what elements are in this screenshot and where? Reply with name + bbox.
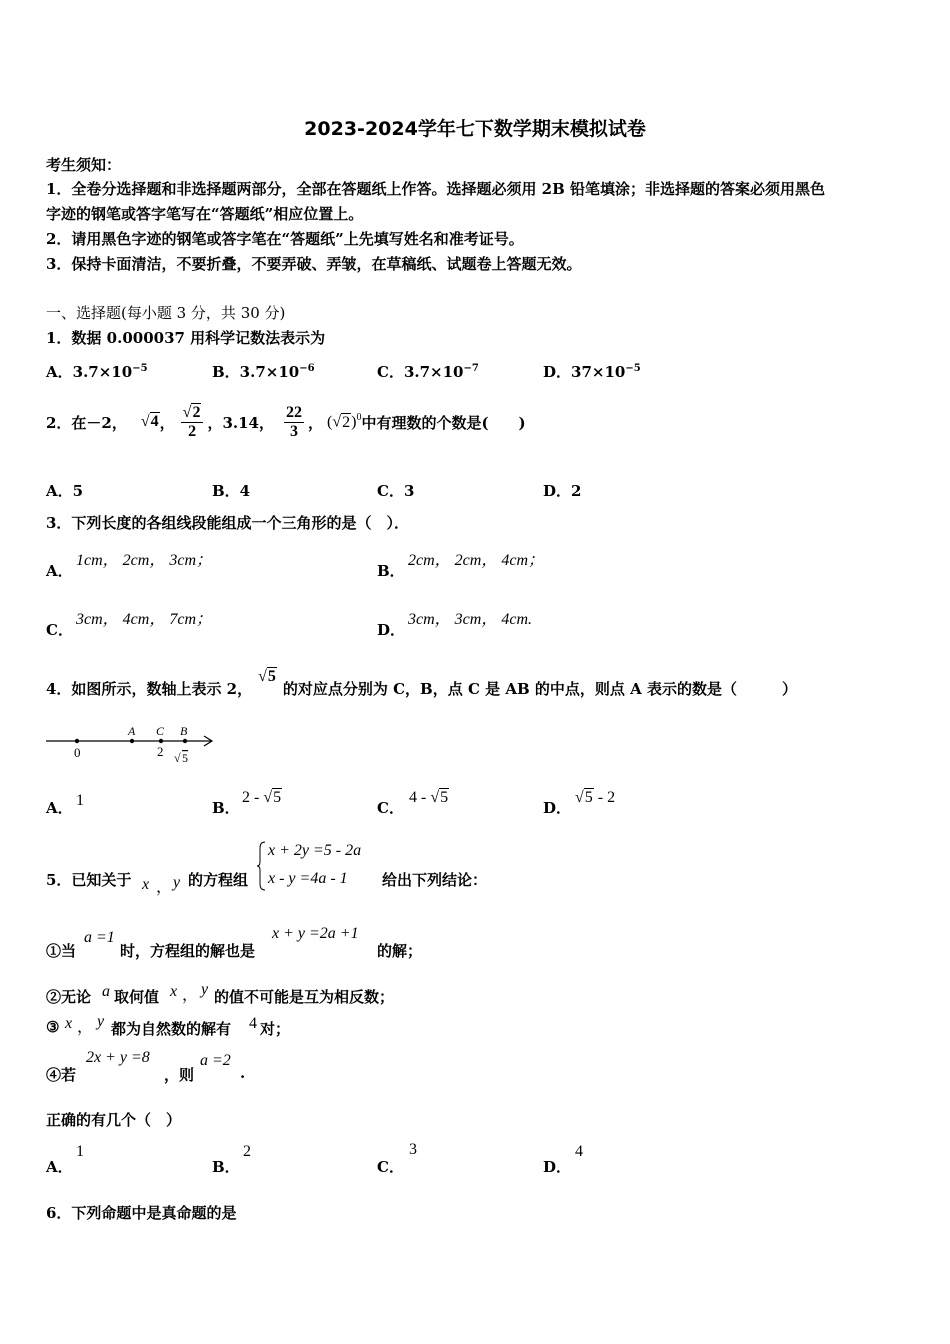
- statement-4-eq: 2x + y =8: [86, 1049, 150, 1066]
- notice-line-1b: 字迹的钢笔或答字笔写在“答题纸”相应位置上。: [46, 205, 364, 223]
- q4-option-b: 2 - √5: [242, 789, 282, 806]
- q5-comma: ，: [156, 879, 173, 896]
- label-a: A: [128, 724, 136, 738]
- q1-option-a: A．$3.7\times 10^{-5}$: [46, 363, 148, 381]
- q3-option-d: 3cm， 3cm， 4cm.: [408, 611, 532, 628]
- q2-stem: 2．在－2， √4 ， $\frac{√2}{2}$ ，3.14， $\frac{22}{3}$ ， $(√2)^0$ 中有理数的个数是( ): [46, 403, 526, 440]
- notice-line-2: 2．请用黑色字迹的钢笔或答字笔在“答题纸”上先填写姓名和准考证号。: [46, 230, 524, 248]
- point-origin: [75, 739, 79, 743]
- statement-4-end: .: [240, 1064, 246, 1082]
- q4-option-c: 4 - √5: [409, 789, 449, 806]
- sqrt-5: √5: [258, 668, 276, 685]
- fraction-root2-over-2: $\frac{√2}{2}$: [181, 404, 204, 441]
- q5-stem-part3: 给出下列结论：: [382, 871, 488, 889]
- statement-2-a: a: [102, 983, 110, 1000]
- point-c: [159, 739, 163, 743]
- q5-stem-part1: 5．已知关于: [46, 871, 132, 889]
- statement-4-mid: ，则: [164, 1066, 195, 1084]
- q5-var-x: x: [142, 876, 150, 893]
- q1-option-d: D．$37\times 10^{-5}$: [543, 363, 641, 381]
- q4-option-d-label: D．: [543, 799, 572, 817]
- statement-3-count: 4: [249, 1015, 257, 1032]
- q2-option-a: A．5: [46, 482, 84, 500]
- q2-option-d: D．2: [543, 482, 582, 500]
- notice-line-3: 3．保持卡面清洁，不要折叠，不要弄破、弄皱，在草稿纸、试题卷上答题无效。: [46, 255, 582, 273]
- statement-2-comma: ，: [182, 987, 199, 1004]
- q5-option-d: 4: [575, 1143, 583, 1160]
- statement-4-lead: ④若: [46, 1066, 77, 1084]
- q3-option-c: 3cm， 4cm， 7cm；: [76, 611, 213, 628]
- q5-option-d-label: D．: [543, 1158, 572, 1176]
- statement-1-cond: a =1: [84, 929, 115, 946]
- statement-2-end: 的值不可能是互为相反数；: [214, 988, 395, 1006]
- statement-1-eq: x + y =2a +1: [272, 925, 359, 942]
- number-line-figure: [44, 724, 219, 770]
- notice-line-1a: 1．全卷分选择题和非选择题两部分，全部在答题纸上作答。选择题必须用 2B 铅笔填涂；非选择题的答案必须用黑色: [46, 180, 826, 198]
- q3-option-b: 2cm， 2cm， 4cm；: [408, 552, 545, 569]
- statement-3-x: x: [65, 1015, 73, 1032]
- q4-option-a-label: A．: [46, 799, 73, 817]
- q3-option-a-label: A．: [46, 562, 73, 580]
- statement-3-comma: ，: [77, 1019, 94, 1036]
- statement-1-end: 的解；: [377, 942, 423, 960]
- q3-option-a: 1cm， 2cm， 3cm；: [76, 552, 213, 569]
- q5-ask: 正确的有几个（ ）: [46, 1111, 182, 1129]
- q5-option-a: 1: [76, 1143, 84, 1160]
- q1-option-c: C．$3.7\times 10^{-7}$: [377, 363, 479, 381]
- label-root5: 5: [182, 751, 188, 765]
- statement-2-mid: 取何值: [114, 988, 160, 1006]
- q5-option-c: 3: [409, 1141, 417, 1158]
- statement-1-mid: 时，方程组的解也是: [120, 942, 256, 960]
- q2-option-b: B．4: [212, 482, 251, 500]
- q1-option-b: B．$3.7\times 10^{-6}$: [212, 363, 315, 381]
- q5-option-b-label: B．: [212, 1158, 240, 1176]
- q5-option-a-label: A．: [46, 1158, 73, 1176]
- q3-option-c-label: C．: [46, 621, 73, 639]
- q2-option-c: C．3: [377, 482, 415, 500]
- q4-option-d: √5 - 2: [575, 789, 616, 806]
- q5-stem-part2: 的方程组: [188, 871, 249, 889]
- statement-3-lead: ③: [46, 1018, 60, 1036]
- q4-option-b-label: B．: [212, 799, 240, 817]
- sqrt2-power-zero: $(√2)^0$: [327, 412, 362, 431]
- q5-option-b: 2: [243, 1143, 251, 1160]
- label-zero: 0: [74, 745, 81, 760]
- q4-stem: 4．如图所示，数轴上表示 2， √5 的对应点分别为 C，B，点 C 是 AB 的中点，则点 A 表示的数是（ ）: [46, 668, 797, 698]
- equation-brace: [257, 840, 267, 892]
- q3-option-d-label: D．: [377, 621, 406, 639]
- sqrt-4: √4: [140, 413, 159, 430]
- statement-2-lead: ②无论: [46, 988, 92, 1006]
- q5-option-c-label: C．: [377, 1158, 404, 1176]
- q4-option-c-label: C．: [377, 799, 404, 817]
- label-two: 2: [157, 744, 164, 759]
- q6-stem: 6．下列命题中是真命题的是: [46, 1204, 237, 1222]
- fraction-22-over-3: $\frac{22}{3}$: [286, 403, 302, 440]
- q5-var-y: y: [173, 874, 181, 891]
- section-heading: 一、选择题(每小题 3 分，共 30 分): [46, 304, 286, 322]
- notice-heading: 考生须知：: [46, 156, 122, 174]
- statement-1-lead: ①当: [46, 942, 77, 960]
- statement-3-mid: 都为自然数的解有: [111, 1020, 232, 1038]
- label-root5-sign: √: [174, 751, 181, 765]
- statement-2-y: y: [201, 981, 209, 998]
- label-c: C: [156, 724, 165, 738]
- q3-option-b-label: B．: [377, 562, 405, 580]
- statement-3-y: y: [97, 1013, 105, 1030]
- statement-4-result: a =2: [200, 1052, 231, 1069]
- page-title: 2023-2024学年七下数学期末模拟试卷: [304, 118, 646, 140]
- equation-2: x - y =4a - 1: [268, 870, 348, 887]
- label-b: B: [180, 724, 188, 738]
- statement-2-x: x: [170, 983, 178, 1000]
- q1-stem: 1．数据 0.000037 用科学记数法表示为: [46, 329, 326, 347]
- statement-3-end: 对；: [260, 1020, 291, 1038]
- point-b: [183, 739, 187, 743]
- q4-option-a: 1: [76, 792, 84, 809]
- point-a: [130, 739, 134, 743]
- q3-stem: 3．下列长度的各组线段能组成一个三角形的是（ ）．: [46, 514, 409, 532]
- equation-1: x + 2y =5 - 2a: [268, 842, 362, 859]
